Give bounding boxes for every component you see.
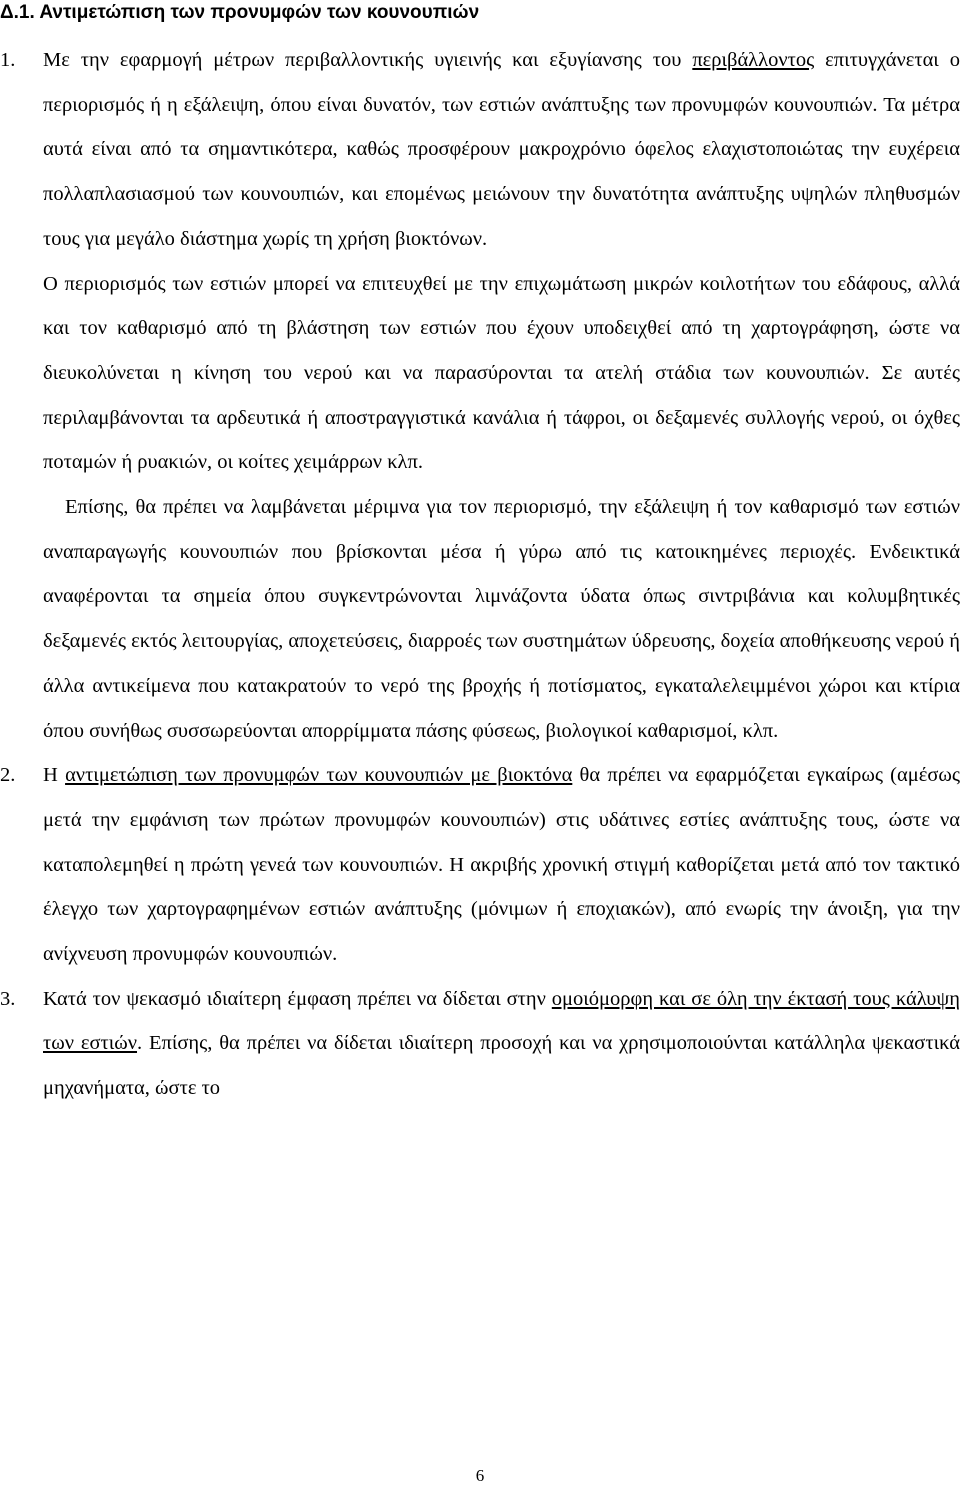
list-item-number: 3. — [0, 987, 16, 1010]
paragraph-residential-sources: Επίσης, θα πρέπει να λαμβάνεται μέριμνα για τον περιορισμό, την εξάλειψη ή τον καθαρισμό των εστιών αναπαραγωγής κουνουπιών που βρίσκονται μέσα ή γύρω από τις κατοικημένες περιοχές. Ενδεικτικά αναφέρονται τα σημεία όπου συγκεντρώνονται λιμνάζοντα ύδατα όπως σιντριβάνια και κολυμβητικές δεξαμενές εκτός λειτουργίας, αποχετεύσεις, διαρροές των συστημάτων ύδρευσης, δοχεία αποθήκευσης νερού ή άλλα αντικείμενα που κατακρατούν το νερό της βροχής ή ποτίσματος, εγκαταλελειμμένοι χώροι και κτίρια όπου συνήθως συσσωρεύονται απορρίμματα πάσης φύσεως, βιολογικοί καθαρισμοί, κλπ. — [43, 496, 960, 742]
paragraph-biocide-treatment — [43, 753, 960, 977]
text-run: Με την εφαρμογή μέτρων περιβαλλοντικής υγιεινής και εξυγίανσης του — [43, 49, 693, 71]
paragraph-source-reduction: Ο περιορισμός των εστιών μπορεί να επιτευχθεί με την επιχωμάτωση μικρών κοιλοτήτων του εδάφους, αλλά και τον καθαρισμό από τη βλάστηση των εστιών που έχουν υποδειχθεί από τη χαρτογράφηση, ώστε να διευκολύνεται η κίνηση του νερού και να παρασύρονται τα ατελή στάδια των κουνουπιών. Σε αυτές περιλαμβάνονται τα αρδευτικά ή αποστραγγιστικά κανάλια ή τάφροι, οι δεξαμενές συλλογής νερού, οι όχθες ποταμών ή ρυακιών, οι κοίτες χειμάρρων κλπ. — [43, 272, 960, 474]
page-number: 6 — [475, 1466, 485, 1485]
list-item-1 — [0, 38, 960, 753]
document-body — [0, 38, 960, 1111]
underlined-text: αντιμετώπιση των προνυμφών των κουνουπιών με βιοκτόνα — [65, 764, 573, 787]
section-heading: Δ.1. Αντιμετώπιση των προνυμφών των κουνουπιών — [0, 2, 480, 23]
text-run: επιτυγχάνεται ο περιορισμός ή η εξάλειψη, όπου είναι δυνατόν, των εστιών ανάπτυξης των προνυμφών κουνουπιών. Τα μέτρα αυτά είναι από τα σημαντικότερα, καθώς προσφέρουν μακροχρόνιο όφελος ελαχιστοποιώτας την ευχέρεια πολλαπλασιασμού των κουνουπιών, και επομένως μειώνουν την δυνατότητα ανάπτυξης υψηλών πληθυσμών τους για μεγάλο διάστημα χωρίς τη χρήση βιοκτόνων. — [43, 49, 960, 250]
paragraph-spraying — [43, 977, 960, 1111]
list-item-number: 1. — [0, 49, 16, 71]
list-item-3 — [0, 977, 960, 1111]
list-item-number: 2. — [0, 764, 16, 787]
underlined-text: ομοιόμορφη και σε όλη την έκτασή τους κάλυψη των εστιών — [43, 987, 960, 1055]
paragraph-environmental-measures — [43, 38, 960, 262]
text-run: Η — [43, 764, 66, 787]
list-item-2 — [0, 753, 960, 977]
underlined-text: περιβάλλοντος — [692, 49, 815, 71]
text-run: θα πρέπει να εφαρμόζεται εγκαίρως (αμέσως μετά την εμφάνιση των πρώτων προνυμφών κουνουπιών) στις υδάτινες εστίες ανάπτυξης τους, ώστε να καταπολεμηθεί η πρώτη γενεά των κουνουπιών. Η ακριβής χρονική στιγμή καθορίζεται μετά από τον τακτικό έλεγχο των χαρτογραφημένων εστιών ανάπτυξης (μόνιμων ή εποχιακών), από ενωρίς την άνοιξη, για την ανίχνευση προνυμφών κουνουπιών. — [43, 764, 960, 966]
text-run: Κατά τον ψεκασμό ιδιαίτερη έμφαση πρέπει να δίδεται στην — [43, 987, 552, 1010]
text-run: . Επίσης, θα πρέπει να δίδεται ιδιαίτερη προσοχή και να χρησιμοποιούνται κατάλληλα ψεκαστικά μηχανήματα, ώστε το — [43, 1032, 960, 1100]
